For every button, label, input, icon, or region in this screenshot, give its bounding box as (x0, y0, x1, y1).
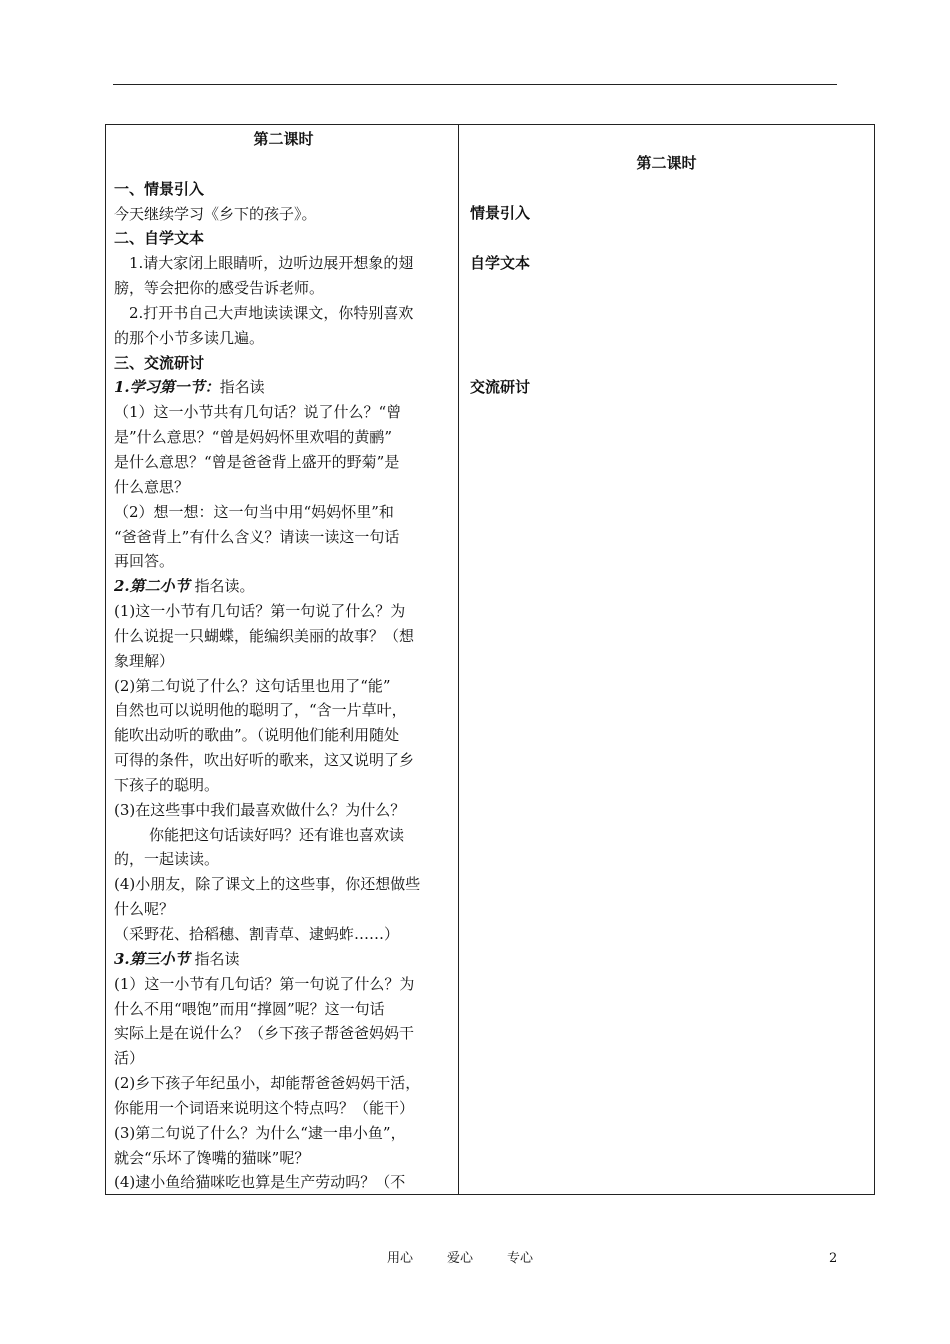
lesson-content-column (106, 125, 459, 1194)
text-line: 就会“乐坏了馋嘴的猫咪”呢？ (114, 1148, 310, 1167)
subsection-heading (114, 375, 453, 400)
notes-title: 第二课时 (636, 154, 697, 172)
footer-motto-1: 用心 (387, 1251, 414, 1266)
notes-label-self-study: 自学文本 (470, 254, 531, 272)
section-heading: 三、交流研讨 (114, 353, 205, 372)
section-heading: 一、情景引入 (114, 179, 205, 198)
text-line: (4)逮小鱼给猫咪吃也算是生产劳动吗？（不 (114, 1173, 406, 1192)
text-line: (4)小朋友，除了课文上的这些事，你还想做些 (114, 875, 421, 894)
text-line: 什么说捉一只蝴蝶，能编织美丽的故事？（想 (114, 626, 415, 645)
text-line: (2)第二句说了什么？这句话里也用了“能” (114, 676, 391, 695)
notes-label-intro: 情景引入 (470, 204, 531, 222)
footer-motto-2: 爱心 (447, 1251, 474, 1266)
notes-label-discussion: 交流研讨 (470, 378, 531, 396)
subsection-heading (114, 947, 453, 972)
text-line: 活） (114, 1049, 145, 1068)
text-line: (1)这一小节有几句话？第一句说了什么？为 (114, 602, 406, 621)
text-line: 下孩子的聪明。 (114, 775, 220, 794)
subsection-note: 指名读 (189, 949, 240, 968)
teaching-notes-column (459, 125, 874, 1194)
lesson-title: 第二课时 (253, 130, 314, 148)
text-line: 膀，等会把你的感受告诉老师。 (114, 279, 325, 298)
text-line: 自然也可以说明他的聪明了，“含一片草叶， (114, 701, 407, 720)
text-line: 象理解） (114, 651, 175, 670)
text-line: 你能把这句话读好吗？还有谁也喜欢读 (149, 825, 405, 844)
text-line: 可得的条件，吹出好听的歌来，这又说明了乡 (114, 751, 415, 770)
subsection-label: 3.第三小节 (114, 949, 190, 968)
text-line: (2)乡下孩子年纪虽小，却能帮爸爸妈妈干活， (114, 1074, 421, 1093)
blank-line (114, 152, 453, 177)
subsection-label: 2.第二小节 (114, 577, 190, 596)
text-line: 的，一起读读。 (114, 850, 220, 869)
text-line: (3)在这些事中我们最喜欢做什么？为什么？ (114, 800, 406, 819)
text-line: 1.请大家闭上眼睛听，边听边展开想象的翅 (129, 254, 414, 273)
text-line: 2.打开书自己大声地读读课文，你特别喜欢 (129, 303, 414, 322)
text-line: 你能用一个词语来说明这个特点吗？（能干） (114, 1098, 415, 1117)
text-line: 实际上是在说什么？（乡下孩子帮爸爸妈妈干 (114, 1024, 415, 1043)
section-heading: 二、自学文本 (114, 229, 205, 248)
text-line: （采野花、拾稻穗、割青草、逮蚂蚱……） (114, 925, 400, 943)
lesson-plan-table (105, 124, 875, 1195)
subsection-heading (114, 574, 453, 599)
text-line: 能吹出动听的歌曲”。（说明他们能利用随处 (114, 726, 400, 745)
subsection-note: 指名读 (219, 378, 265, 397)
text-line: （1）这一小节共有几句话？说了什么？“曾 (114, 403, 402, 422)
page-footer (0, 1248, 950, 1270)
text-line: “爸爸背上”有什么含义？请读一读这一句话 (114, 527, 400, 546)
header-rule (113, 84, 837, 85)
text-line: 什么意思？ (114, 477, 190, 496)
text-line: (1）这一小节有几句话？第一句说了什么？为 (114, 974, 415, 993)
text-line: (3)第二句说了什么？为什么“逮一串小鱼”， (114, 1123, 406, 1142)
subsection-note: 指名读。 (189, 577, 255, 596)
text-line: 什么呢？ (114, 900, 175, 919)
text-line: 是”什么意思？“曾是妈妈怀里欢唱的黄鹂” (114, 428, 393, 447)
text-line: 今天继续学习《乡下的孩子》。 (114, 204, 317, 223)
text-line: 什么不用“喂饱”而用“撑圆”呢？这一句话 (114, 999, 385, 1018)
text-line: 的那个小节多读几遍。 (114, 328, 265, 347)
footer-motto-3: 专心 (507, 1251, 534, 1266)
text-line: 再回答。 (114, 552, 175, 571)
text-line: 是什么意思？“曾是爸爸背上盛开的野菊”是 (114, 452, 400, 471)
page-number: 2 (829, 1251, 838, 1266)
subsection-label: 1.学习第一节： (114, 378, 220, 397)
text-line: （2）想一想：这一句当中用“妈妈怀里”和 (114, 502, 394, 521)
